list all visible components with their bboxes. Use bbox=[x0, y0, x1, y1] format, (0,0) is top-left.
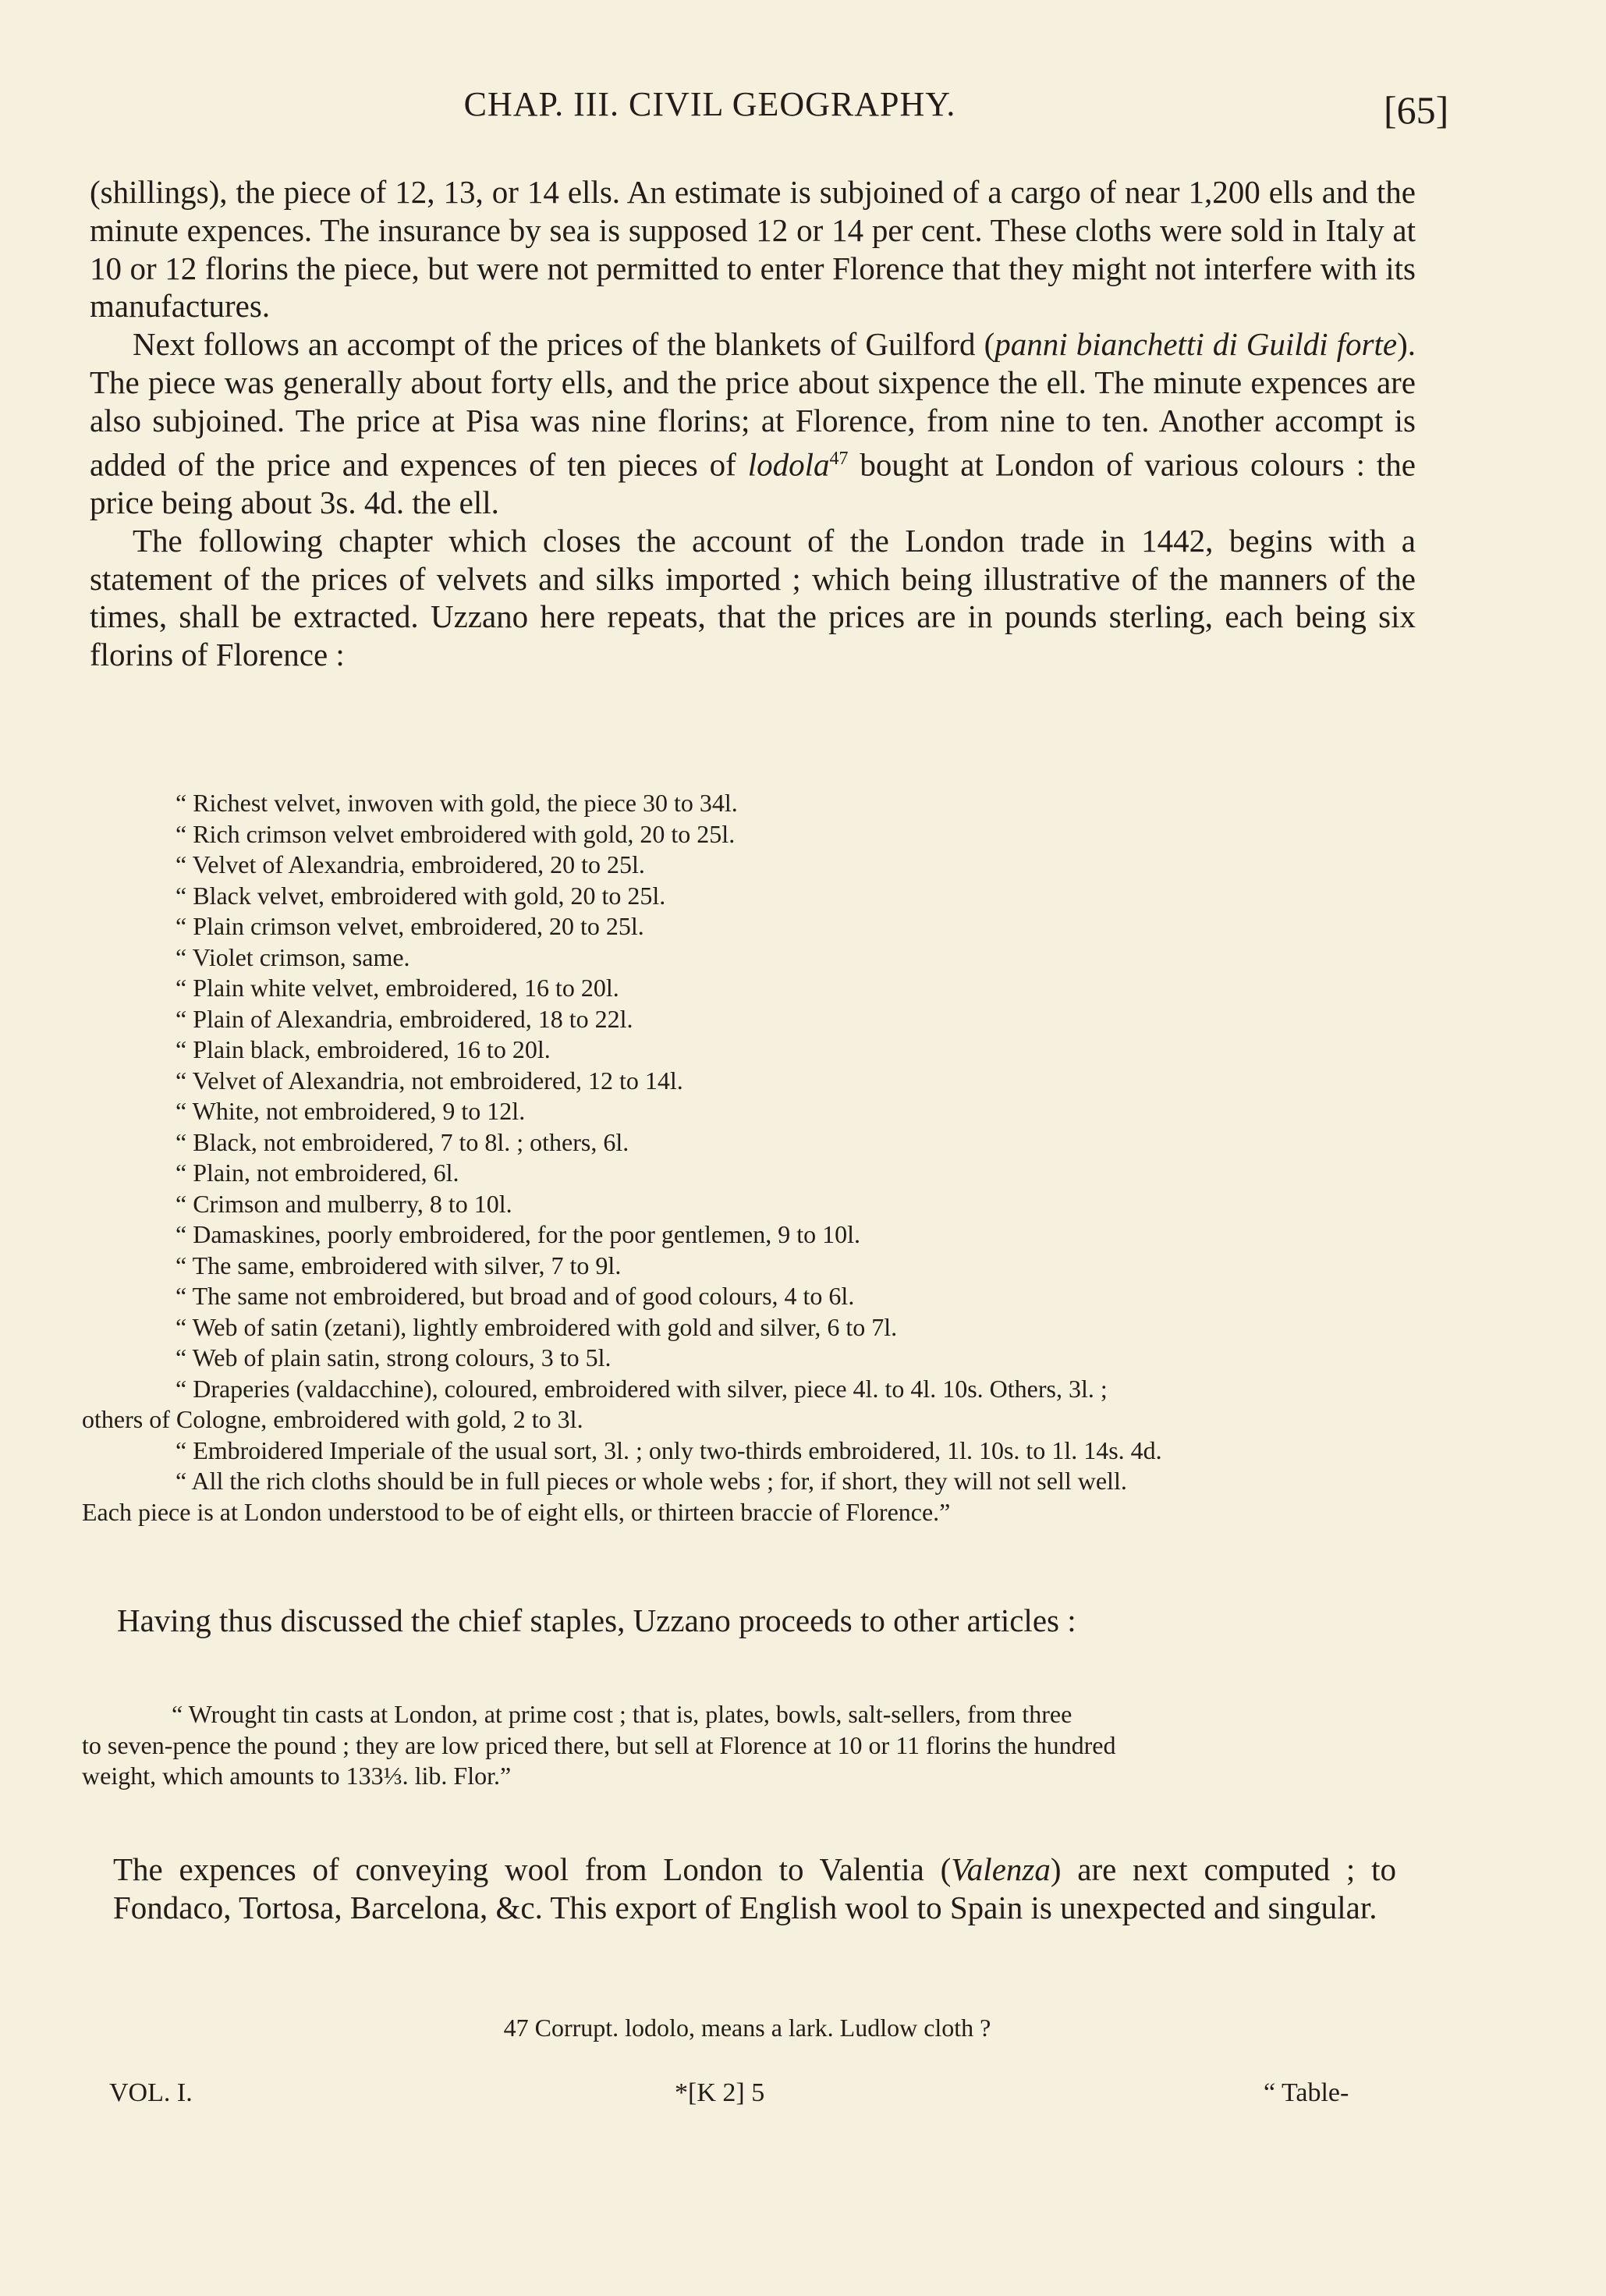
list-item: “ Web of satin (zetani), lightly embroidered with gold and silver, 6 to 7l. bbox=[175, 1312, 898, 1341]
list-item: “ Black velvet, embroidered with gold, 20 to 25l. bbox=[175, 881, 666, 910]
list-item: “ The same not embroidered, but broad and of good colours, 4 to 6l. bbox=[175, 1282, 855, 1310]
list-item: “ Damaskines, poorly embroidered, for the poor gentlemen, 9 to 10l. bbox=[175, 1220, 860, 1248]
volume-mark: VOL. I. bbox=[109, 2078, 193, 2107]
list-item: “ Richest velvet, inwoven with gold, the piece 30 to 34l. bbox=[175, 789, 738, 817]
catchword: “ Table- bbox=[1264, 2078, 1349, 2107]
list-item: “ Embroidered Imperiale of the usual sort, 3l. ; only two-thirds embroidered, 1l. 10s. to 1l. 14s. 4d. bbox=[175, 1435, 1162, 1464]
quote-line: to seven-pence the pound ; they are low priced there, but sell at Florence at 10 or 11 florins the hundred bbox=[82, 1730, 1116, 1759]
paragraph-1: (shillings), the piece of 12, 13, or 14 ells. An estimate is subjoined of a cargo of near 1,200 ells and the minute expences. The insurance by sea is supposed 12 or 14 per cent. These cloths were sold in Italy at 10 or 12 florins the piece, but were not permitted to enter Florence that they might not interfere with its manufactures. bbox=[90, 174, 1416, 325]
list-item: “ Plain white velvet, embroidered, 16 to 20l. bbox=[175, 974, 619, 1002]
list-item: “ Velvet of Alexandria, not embroidered, 12 to 14l. bbox=[175, 1066, 683, 1095]
list-item: “ All the rich cloths should be in full pieces or whole webs ; for, if short, they will not sell well. bbox=[175, 1467, 1127, 1495]
list-item: “ Velvet of Alexandria, embroidered, 20 to 25l. bbox=[175, 850, 645, 878]
tin-quote bbox=[82, 1699, 1431, 1792]
list-item: “ Plain of Alexandria, embroidered, 18 to 22l. bbox=[175, 1004, 633, 1033]
list-item-continuation: others of Cologne, embroidered with gold, 2 to 3l. bbox=[82, 1405, 583, 1433]
list-item: “ White, not embroidered, 9 to 12l. bbox=[175, 1097, 526, 1125]
footnote: 47 Corrupt. lodolo, means a lark. Ludlow cloth ? bbox=[503, 2014, 991, 2042]
list-item: “ Plain black, embroidered, 16 to 20l. bbox=[175, 1035, 551, 1063]
list-item: “ Black, not embroidered, 7 to 8l. ; others, 6l. bbox=[175, 1127, 629, 1156]
italic-term: Valenza bbox=[951, 1851, 1051, 1887]
quote-line: “ Wrought tin casts at London, at prime cost ; that is, plates, bowls, salt-sellers, from three bbox=[172, 1700, 1072, 1728]
paragraph-5: The expences of conveying wool from London to Valentia (Valenza) are next computed ; to Fondaco, Tortosa, Barcelona, &c. This export of English wool to Spain is unexpected and singular. bbox=[113, 1851, 1396, 1925]
main-text-top bbox=[90, 173, 1416, 674]
price-list bbox=[82, 788, 1400, 1528]
list-item: “ Plain crimson velvet, embroidered, 20 to 25l. bbox=[175, 912, 644, 940]
list-item: “ Crimson and mulberry, 8 to 10l. bbox=[175, 1189, 512, 1218]
quote-line: weight, which amounts to 133⅓. lib. Flor.” bbox=[82, 1762, 512, 1790]
italic-term: lodola bbox=[747, 446, 830, 483]
list-item: “ The same, embroidered with silver, 7 to 9l. bbox=[175, 1251, 622, 1279]
page-number: [65] bbox=[1384, 88, 1449, 132]
paragraph-3: The following chapter which closes the account of the London trade in 1442, begins with a statement of the prices of velvets and silks imported ; which being illustrative of the manners of the times, shall be extracted. Uzzano here repeats, that the prices are in pounds sterling, each being six florins of Florence : bbox=[90, 522, 1416, 673]
paragraph-4: Having thus discussed the chief staples, Uzzano proceeds to other articles : bbox=[117, 1602, 1076, 1638]
paragraph-2: Next follows an accompt of the prices of the blankets of Guilford (panni bianchetti di Guildi forte). The piece was generally about forty ells, and the price about sixpence the ell. The minute expences are also subjoined. The price at Pisa was nine florins; at Florence, from nine to ten. Another accompt is added of the price and expences of ten pieces of lodola$^{47}$ bought at London of various colours : the price being about 3s. 4d. the ell. bbox=[90, 326, 1416, 521]
list-item: “ Web of plain satin, strong colours, 3 to 5l. bbox=[175, 1343, 612, 1372]
list-item-continuation: Each piece is at London understood to be of eight ells, or thirteen braccie of Florence.” bbox=[82, 1497, 951, 1526]
list-item: “ Violet crimson, same. bbox=[175, 942, 410, 971]
list-item: “ Draperies (valdacchine), coloured, embroidered with silver, piece 4l. to 4l. 10s. Others, 3l. ; bbox=[175, 1374, 1108, 1403]
list-item: “ Rich crimson velvet embroidered with gold, 20 to 25l. bbox=[175, 819, 736, 848]
list-item: “ Plain, not embroidered, 6l. bbox=[175, 1159, 459, 1187]
footnote-ref: 47 bbox=[829, 448, 849, 469]
italic-term: panni bianchetti di Guildi forte bbox=[994, 326, 1398, 363]
signature-mark: *[K 2] 5 bbox=[675, 2078, 765, 2107]
running-head: CHAP. III. CIVIL GEOGRAPHY. bbox=[463, 85, 956, 123]
